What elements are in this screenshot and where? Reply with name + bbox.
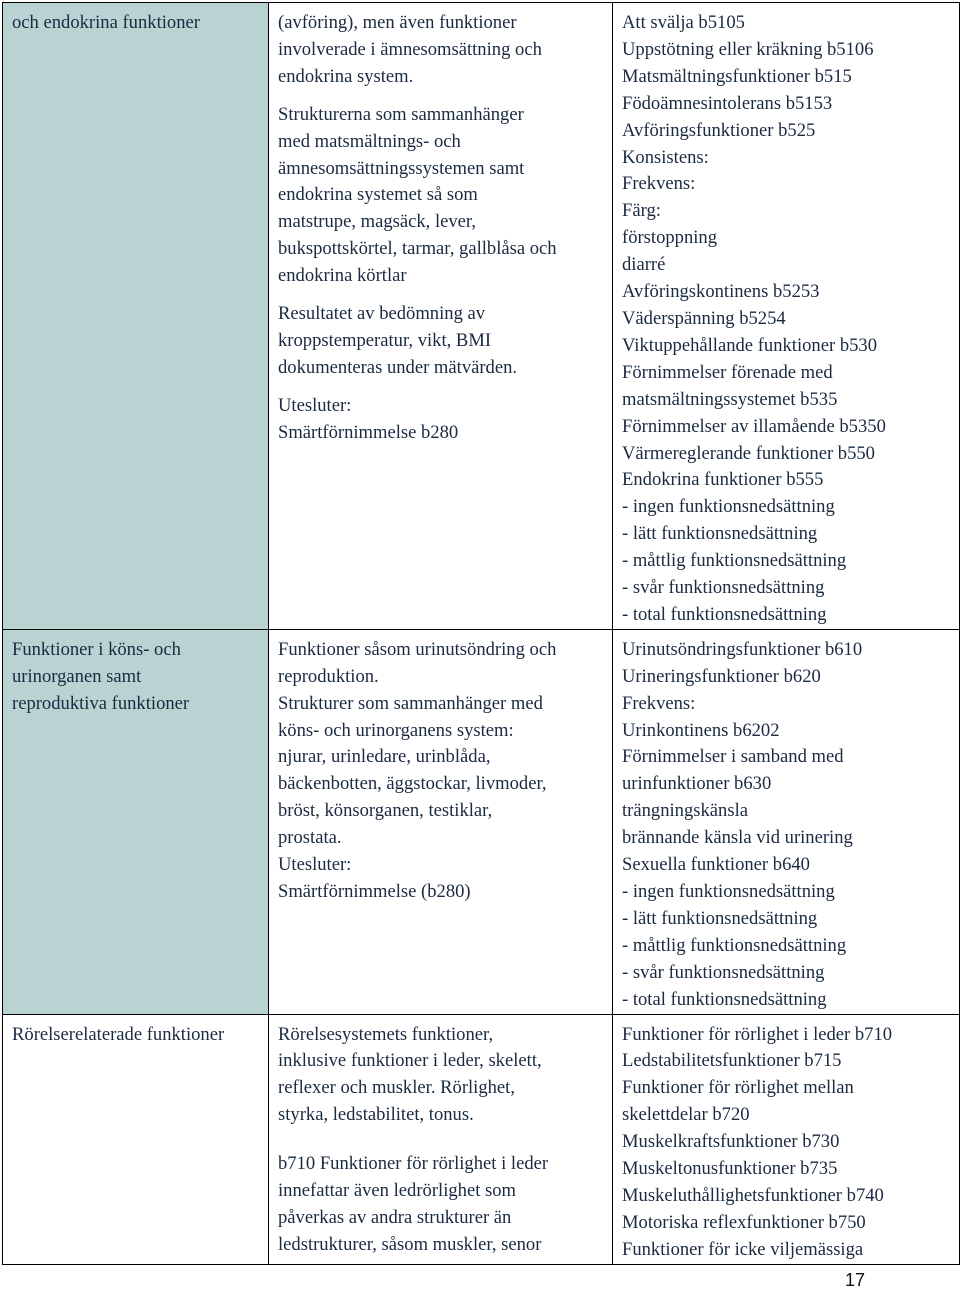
text-line: reflexer och muskler. Rörlighet, [278,1077,515,1099]
code-line: Urinutsöndringsfunktioner b610 [622,638,863,660]
code-line: - total funktionsnedsättning [622,603,827,625]
text-line: påverkas av andra strukturer än [278,1206,512,1228]
code-line: Frekvens: [622,692,696,714]
text-line: (avföring), men även funktioner [278,12,517,33]
code-line: Frekvens: [622,173,696,195]
code-line: Viktuppehållande funktioner b530 [622,334,878,356]
description-paragraph [278,1151,603,1259]
code-line: Urinkontinens b6202 [622,719,780,741]
text-line: njurar, urinledare, urinblåda, [278,746,491,768]
text-line: Strukturerna som sammanhänger [278,103,524,125]
code-line: diarré [622,254,666,276]
text-line: Utesluter: [278,394,352,416]
text-line: involverade i ämnesomsättning och [278,38,542,60]
code-line: Konsistens: [622,146,709,168]
page-number: 17 [845,1270,866,1290]
text-line: kroppstemperatur, vikt, BMI [278,329,492,351]
category-cell [3,3,269,630]
code-line: - svår funktionsnedsättning [622,961,825,983]
text-line: prostata. [278,827,342,849]
code-line: Urineringsfunktioner b620 [622,665,821,687]
code-line: Avföringskontinens b5253 [622,281,820,303]
code-line: Avföringsfunktioner b525 [622,119,816,141]
text-line: Utesluter: [278,854,352,876]
function-table [2,2,960,1265]
code-line: - måttlig funktionsnedsättning [622,550,847,572]
text-line: styrka, ledstabilitet, tonus. [278,1104,474,1126]
text-line: dokumenteras under mätvärden. [278,356,518,378]
category-cell [3,1014,269,1264]
code-line: Ledstabilitetsfunktioner b715 [622,1050,842,1072]
description-cell [269,1014,613,1264]
text-line: matstrupe, magsäck, lever, [278,211,477,233]
table-row [3,3,960,630]
code-line: Att svälja b5105 [622,12,745,33]
text-line: bäckenbotten, äggstockar, livmoder, [278,773,547,795]
code-line: Födoämnesintolerans b5153 [622,92,833,114]
category-line: och endokrina funktioner [12,12,200,33]
text-line: Funktioner såsom urinutsöndring och [278,638,557,660]
category-cell [3,629,269,1014]
code-line: Funktioner för rörlighet i leder b710 [622,1023,893,1045]
description-paragraph [278,1022,603,1130]
code-line: skelettdelar b720 [622,1104,750,1126]
code-line: Färg: [622,200,661,222]
text-line: Resultatet av bedömning av [278,303,486,325]
description-paragraph [278,10,603,91]
codes-cell [613,3,960,630]
text-line: inklusive funktioner i leder, skelett, [278,1050,542,1072]
code-line: Funktioner för icke viljemässiga [622,1238,864,1260]
code-line: Förnimmelser i samband med [622,746,844,768]
text-line: endokrina körtlar [278,265,407,287]
code-line: Muskeluthållighetsfunktioner b740 [622,1184,884,1206]
text-line: ämnesomsättningssystemen samt [278,157,525,179]
description-paragraph [278,102,603,290]
text-line: bukspottskörtel, tarmar, gallblåsa och [278,238,557,260]
text-line: bröst, könsorganen, testiklar, [278,800,493,822]
code-line: - lätt funktionsnedsättning [622,907,818,929]
code-line: Sexuella funktioner b640 [622,854,810,876]
code-line: Muskelkraftsfunktioner b730 [622,1131,840,1153]
exclusion-note [278,393,603,447]
text-line: Smärtförnimmelse b280 [278,421,459,443]
code-line: Förnimmelser av illamående b5350 [622,415,886,437]
text-line: b710 Funktioner för rörlighet i leder [278,1153,549,1175]
code-line: Muskeltonusfunktioner b735 [622,1158,838,1180]
code-line: Värmereglerande funktioner b550 [622,442,875,464]
category-line: reproduktiva funktioner [12,692,190,714]
code-line: brännande känsla vid urinering [622,827,853,849]
table-row [3,629,960,1014]
description-cell [269,629,613,1014]
code-line: - svår funktionsnedsättning [622,577,825,599]
code-line: förstoppning [622,227,718,249]
description-cell [269,3,613,630]
code-line: - måttlig funktionsnedsättning [622,934,847,956]
text-line: med matsmältnings- och [278,130,461,152]
text-line: endokrina system. [278,65,414,87]
code-line: Motoriska reflexfunktioner b750 [622,1211,866,1233]
category-line: Rörelserelaterade funktioner [12,1023,225,1045]
code-line: - total funktionsnedsättning [622,988,827,1010]
category-line: urinorganen samt [12,665,142,687]
code-line: urinfunktioner b630 [622,773,772,795]
code-line: Förnimmelser förenade med [622,361,833,383]
code-line: Uppstötning eller kräkning b5106 [622,38,874,60]
code-line: trängningskänsla [622,800,748,822]
code-line: - lätt funktionsnedsättning [622,523,818,545]
code-line: matsmältningssystemet b535 [622,388,838,410]
text-line: köns- och urinorganens system: [278,719,514,741]
code-line: Funktioner för rörlighet mellan [622,1077,854,1099]
text-line: Rörelsesystemets funktioner, [278,1023,494,1045]
codes-cell [613,1014,960,1264]
code-line: - ingen funktionsnedsättning [622,496,835,518]
text-line: Strukturer som sammanhänger med [278,692,543,714]
text-line: reproduktion. [278,665,379,687]
text-line: Smärtförnimmelse (b280) [278,881,471,902]
code-line: Matsmältningsfunktioner b515 [622,65,852,87]
code-line: Väderspänning b5254 [622,307,786,329]
description-paragraph [278,301,603,382]
text-line: ledstrukturer, såsom muskler, senor [278,1233,542,1255]
table-row [3,1014,960,1264]
text-line: innefattar även ledrörlighet som [278,1180,517,1202]
codes-cell [613,629,960,1014]
text-line: endokrina systemet så som [278,184,478,206]
category-line: Funktioner i köns- och [12,638,181,660]
code-line: - ingen funktionsnedsättning [622,881,835,902]
code-line: Endokrina funktioner b555 [622,469,824,491]
